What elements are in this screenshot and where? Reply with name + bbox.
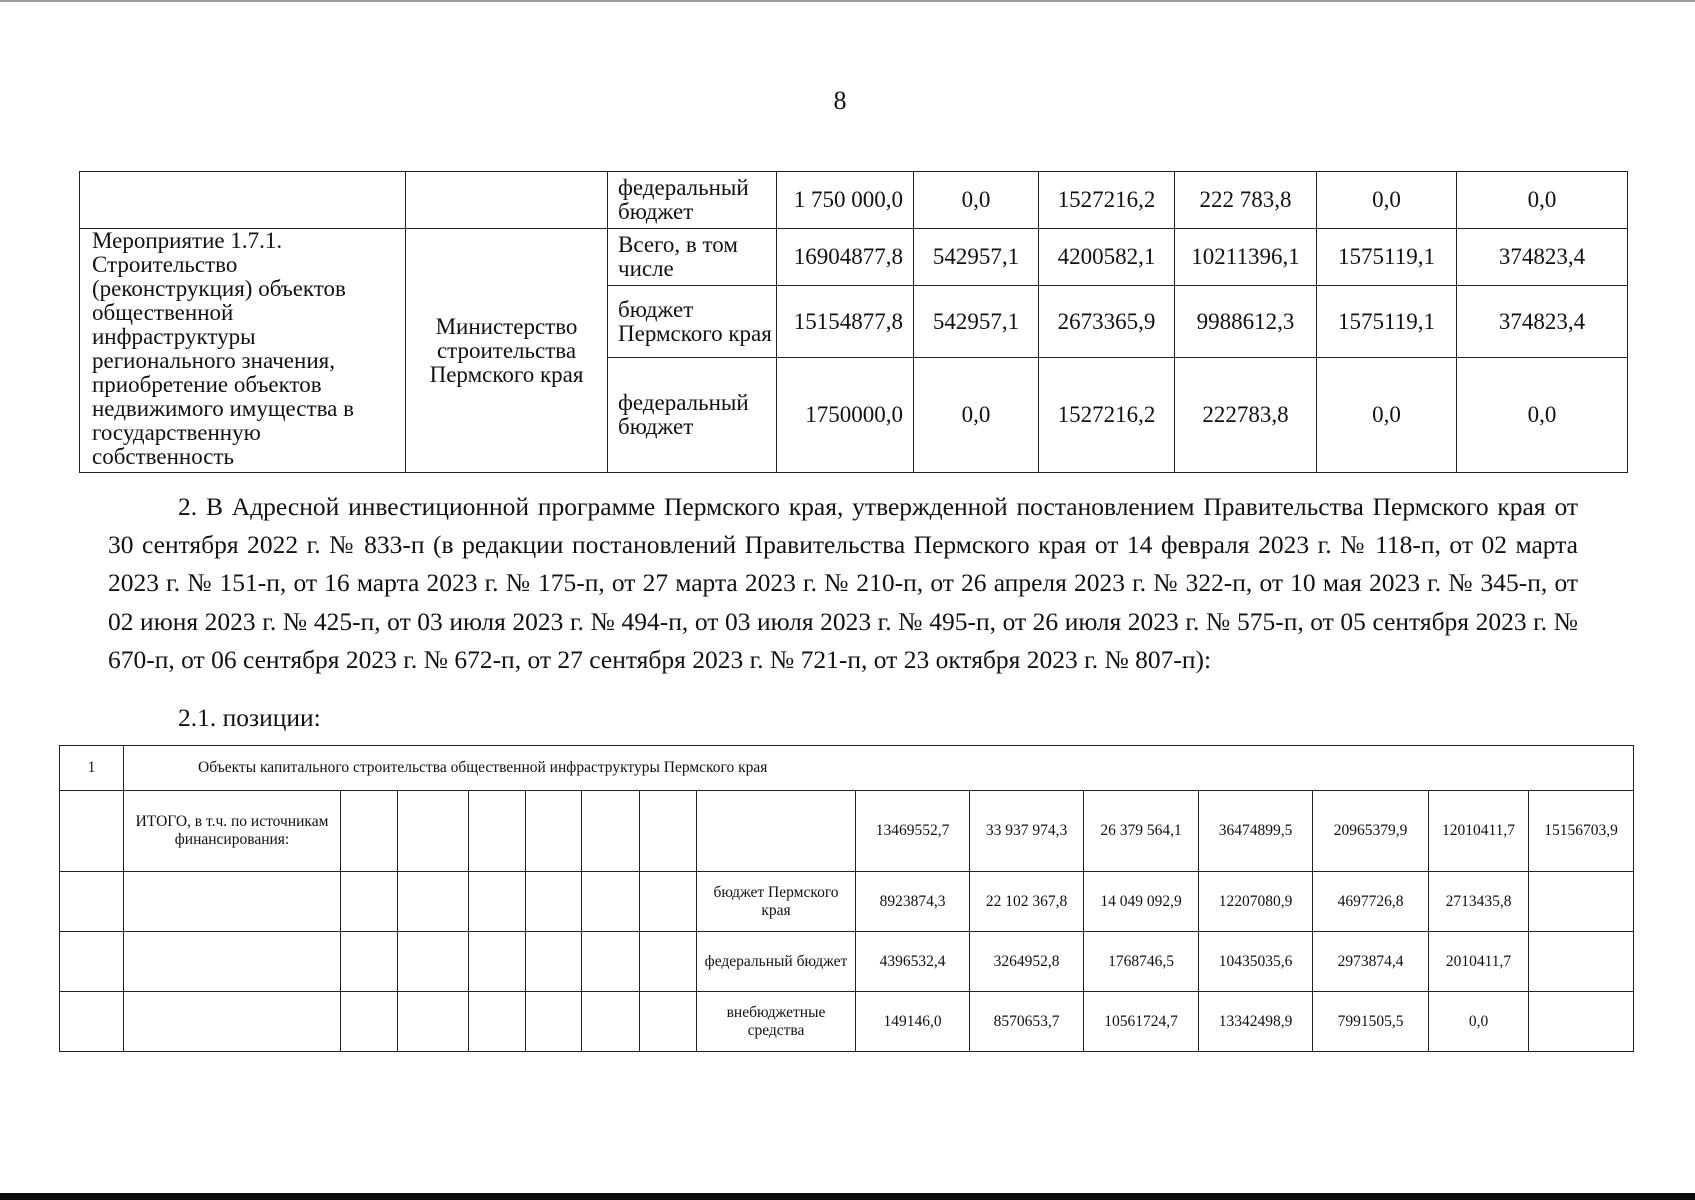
- value-cell: 1527216,2: [1039, 358, 1175, 473]
- empty-cell: [469, 992, 526, 1052]
- executor: Министерство строительства Пермского края: [406, 229, 608, 473]
- value-cell: [1529, 872, 1634, 932]
- empty-cell: [341, 872, 398, 932]
- value-cell: 2713435,8: [1429, 872, 1529, 932]
- value-cell: [1529, 992, 1634, 1052]
- empty-cell: [341, 791, 398, 872]
- value-cell: 0,0: [914, 358, 1039, 473]
- value-cell: 15156703,9: [1529, 791, 1634, 872]
- funding-source: бюджет Пермского края: [697, 872, 856, 932]
- empty-cell: [582, 992, 640, 1052]
- value-cell: 13469552,7: [856, 791, 970, 872]
- value-cell: 0,0: [1457, 358, 1628, 473]
- value-cell: 542957,1: [914, 229, 1039, 286]
- value-cell: 22 102 367,8: [970, 872, 1084, 932]
- value-cell: 542957,1: [914, 286, 1039, 358]
- value-cell: 2673365,9: [1039, 286, 1175, 358]
- value-cell: 13342498,9: [1199, 992, 1313, 1052]
- empty-cell: [582, 872, 640, 932]
- funding-source: федеральный бюджет: [697, 932, 856, 992]
- empty-cell: [60, 791, 124, 872]
- value-cell: 8570653,7: [970, 992, 1084, 1052]
- funding-source: федеральный бюджет: [608, 358, 777, 473]
- value-cell: 1575119,1: [1317, 229, 1457, 286]
- value-cell: 10211396,1: [1175, 229, 1317, 286]
- positions-table: [59, 745, 1634, 1052]
- empty-cell: [526, 992, 582, 1052]
- value-cell: [1529, 932, 1634, 992]
- empty-cell: [640, 791, 697, 872]
- empty-cell: [469, 932, 526, 992]
- event-name: Мероприятие 1.7.1. Строительство (реконструкция) объектов общественной инфраструктуры регионального значения, приобретение объектов недвижимого имущества в государственную собственность: [80, 229, 406, 473]
- value-cell: 16904877,8: [777, 229, 914, 286]
- row-number: 1: [60, 746, 124, 791]
- table-row: [80, 229, 1628, 286]
- amendment-text: 2. В Адресной инвестиционной программе Пермского края, утвержденной постановлением Правительства Пермского края от 30 сентября 2022 г. № 833-п (в редакции постановлений Правительства Пермского края от 14 февраля 2023 г. № 118-п, от 02 марта 2023 г. № 151-п, от 16 марта 2023 г. № 175-п, от 27 марта 2023 г. № 210-п, от 26 апреля 2023 г. № 322-п, от 10 мая 2023 г. № 345-п, от 02 июня 2023 г. № 425-п, от 03 июля 2023 г. № 494-п, от 03 июля 2023 г. № 495-п, от 26 июля 2023 г. № 575-п, от 05 сентября 2023 г. № 670-п, от 06 сентября 2023 г. № 672-п, от 27 сентября 2023 г. № 721-п, от 23 октября 2023 г. № 807-п):: [108, 492, 1578, 674]
- empty-cell: [469, 791, 526, 872]
- value-cell: 222783,8: [1175, 358, 1317, 473]
- table-header-row: [60, 746, 1634, 791]
- value-cell: 222 783,8: [1175, 172, 1317, 229]
- table-row: [60, 791, 1634, 872]
- value-cell: 1750000,0: [777, 358, 914, 473]
- empty-cell: [398, 992, 469, 1052]
- empty-cell: [341, 932, 398, 992]
- empty-cell: [640, 992, 697, 1052]
- value-cell: 149146,0: [856, 992, 970, 1052]
- empty-cell: [80, 172, 406, 229]
- value-cell: 15154877,8: [777, 286, 914, 358]
- empty-cell: [60, 932, 124, 992]
- value-cell: 1527216,2: [1039, 172, 1175, 229]
- value-cell: 4396532,4: [856, 932, 970, 992]
- value-cell: 1 750 000,0: [777, 172, 914, 229]
- empty-cell: [526, 872, 582, 932]
- value-cell: 0,0: [1429, 992, 1529, 1052]
- value-cell: 2973874,4: [1313, 932, 1429, 992]
- empty-cell: [398, 872, 469, 932]
- empty-cell: [124, 992, 341, 1052]
- funding-source: федеральный бюджет: [608, 172, 777, 229]
- value-cell: 0,0: [1457, 172, 1628, 229]
- value-cell: 4200582,1: [1039, 229, 1175, 286]
- value-cell: 10561724,7: [1084, 992, 1199, 1052]
- empty-cell: [640, 932, 697, 992]
- empty-cell: [60, 872, 124, 932]
- value-cell: 7991505,5: [1313, 992, 1429, 1052]
- empty-cell: [124, 872, 341, 932]
- scan-edge-bottom: [0, 1193, 1695, 1200]
- table-row: [60, 992, 1634, 1052]
- empty-cell: [582, 932, 640, 992]
- table-row: [60, 932, 1634, 992]
- empty-cell: [582, 791, 640, 872]
- value-cell: 33 937 974,3: [970, 791, 1084, 872]
- value-cell: 10435035,6: [1199, 932, 1313, 992]
- value-cell: 2010411,7: [1429, 932, 1529, 992]
- funding-table-event: [79, 171, 1628, 473]
- value-cell: 1575119,1: [1317, 286, 1457, 358]
- table-row: [80, 172, 1628, 229]
- funding-source: Всего, в том числе: [608, 229, 777, 286]
- value-cell: 8923874,3: [856, 872, 970, 932]
- value-cell: 26 379 564,1: [1084, 791, 1199, 872]
- value-cell: 374823,4: [1457, 229, 1628, 286]
- amendment-paragraph: [108, 488, 1578, 679]
- value-cell: 36474899,5: [1199, 791, 1313, 872]
- empty-cell: [526, 932, 582, 992]
- value-cell: 0,0: [914, 172, 1039, 229]
- empty-cell: [60, 992, 124, 1052]
- scan-edge-top: [0, 0, 1695, 2]
- value-cell: 9988612,3: [1175, 286, 1317, 358]
- value-cell: 0,0: [1317, 358, 1457, 473]
- subheading: 2.1. позиции:: [178, 703, 321, 732]
- empty-cell: [469, 872, 526, 932]
- value-cell: 12010411,7: [1429, 791, 1529, 872]
- value-cell: 0,0: [1317, 172, 1457, 229]
- page-number: 8: [833, 86, 847, 115]
- value-cell: 374823,4: [1457, 286, 1628, 358]
- empty-cell: [406, 172, 608, 229]
- value-cell: 20965379,9: [1313, 791, 1429, 872]
- funding-source: внебюджетные средства: [697, 992, 856, 1052]
- value-cell: 1768746,5: [1084, 932, 1199, 992]
- empty-cell: [526, 791, 582, 872]
- empty-cell: [640, 872, 697, 932]
- value-cell: 4697726,8: [1313, 872, 1429, 932]
- value-cell: 3264952,8: [970, 932, 1084, 992]
- empty-cell: [398, 791, 469, 872]
- empty-cell: [398, 932, 469, 992]
- value-cell: 12207080,9: [1199, 872, 1313, 932]
- table-row: [60, 872, 1634, 932]
- empty-cell: [341, 992, 398, 1052]
- empty-cell: [124, 932, 341, 992]
- empty-cell: [697, 791, 856, 872]
- value-cell: 14 049 092,9: [1084, 872, 1199, 932]
- total-label: ИТОГО, в т.ч. по источникам финансирования:: [124, 791, 341, 872]
- section-title: Объекты капитального строительства общественной инфраструктуры Пермского края: [124, 746, 1634, 791]
- funding-source: бюджет Пермского края: [608, 286, 777, 358]
